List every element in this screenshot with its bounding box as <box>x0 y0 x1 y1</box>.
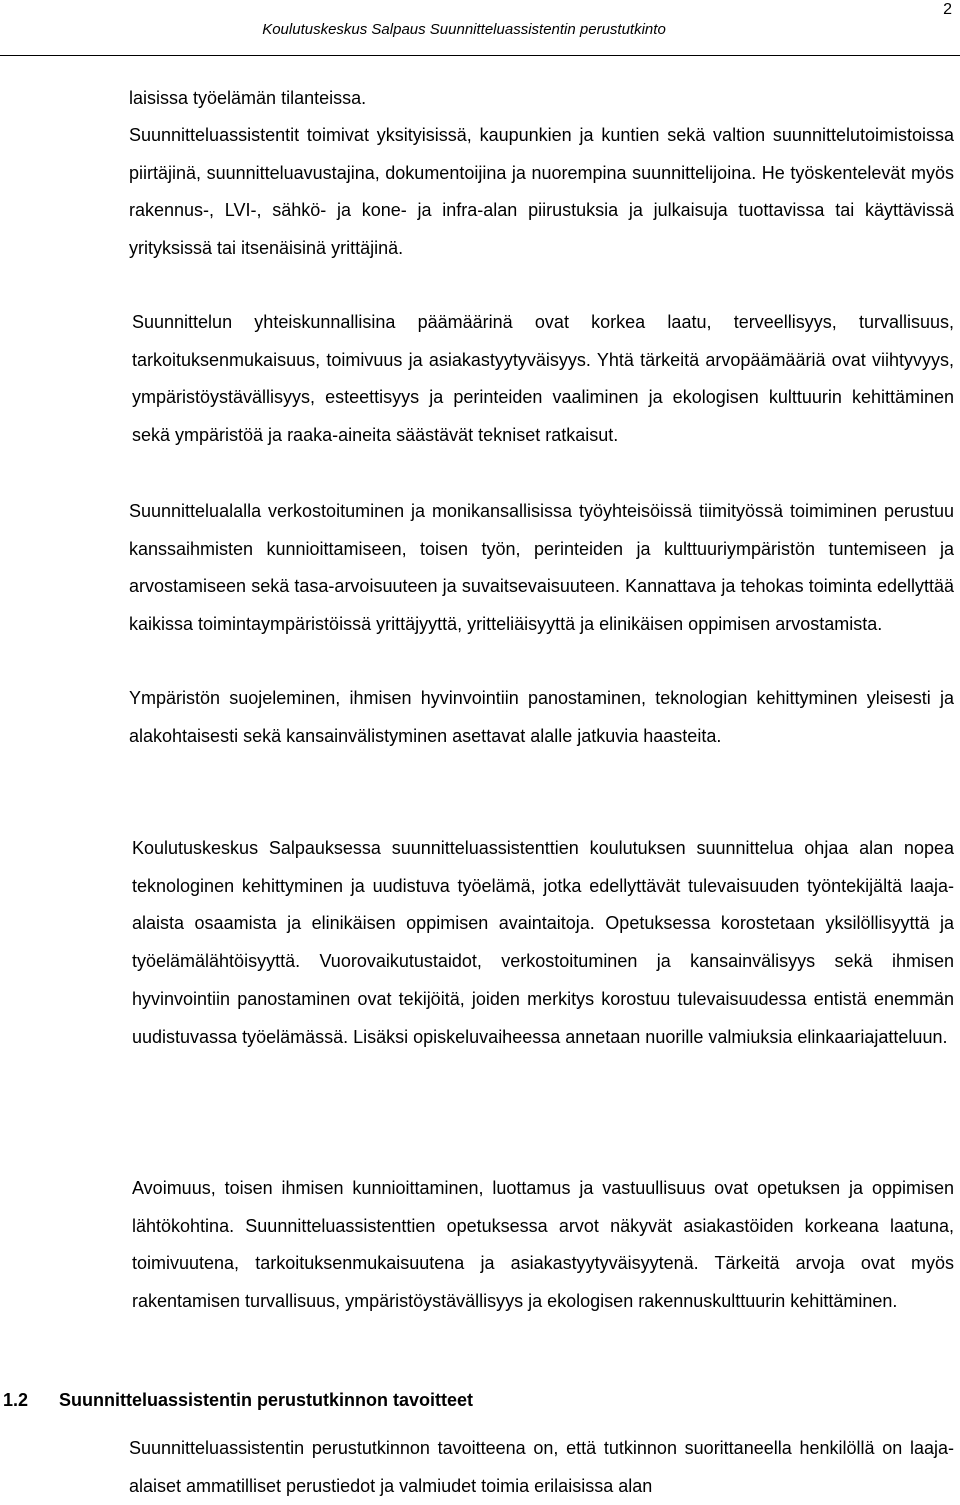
paragraph-environment: Ympäristön suojeleminen, ihmisen hyvinvointiin panostaminen, teknologian kehittyminen yleisesti ja alakohtaisesti sekä kansainvälistyminen asettavat alalle jatkuvia haasteita. <box>129 688 954 746</box>
header-divider <box>0 55 960 56</box>
paragraph-salpaus-training: Koulutuskeskus Salpauksessa suunnitteluassistenttien koulutuksen suunnittelua ohjaa alan nopea teknologinen kehittyminen ja uudistuva työelämä, jotka edellyttävät tulevaisuuden työntekijältä laaja-alaista osaamista ja elinikäisen oppimisen avaintaitoja. Opetuksessa korostetaan yksilöllisyyttä ja työelämälähtöisyyttä. Vuorovaikutustaidot, verkostoituminen ja kansainvälisyys sekä ihmisen hyvinvointiin panostaminen ovat tekijöitä, joiden merkitys korostuu tulevaisuudessa entistä enemmän uudistuvassa työelämässä. Lisäksi opiskeluvaiheessa annetaan nuorille valmiuksia elinkaariajatteluun. <box>132 838 954 1047</box>
page-number: 2 <box>943 1 952 18</box>
paragraph-values: Avoimuus, toisen ihmisen kunnioittaminen, luottamus ja vastuullisuus ovat opetuksen ja oppimisen lähtökohtina. Suunnitteluassistenttien opetuksessa arvot näkyvät asiakastöiden korkeana laatuna, toimivuutena, tarkoituksenmukaisuutena ja asiakastyytyväisyytenä. Tärkeitä arvoja ovat myös rakentamisen turvallisuus, ympäristöystävällisyys ja ekologisen rakennuskulttuurin kehittäminen. <box>132 1178 954 1312</box>
paragraph-societal-goals: Suunnittelun yhteiskunnallisina päämäärinä ovat korkea laatu, terveellisyys, turvallisuus, tarkoituksenmukaisuus, toimivuus ja asiakastyytyväisyys. Yhtä tärkeitä arvopäämääriä ovat viihtyvyys, ympäristöystävällisyys, esteettisyys ja perinteiden vaaliminen ja ekologisen kulttuurin kehittäminen sekä ympäristöä ja raaka-aineita säästävät tekniset ratkaisut. <box>132 312 954 446</box>
paragraph-continuation: laisissa työelämän tilanteissa. <box>129 88 367 108</box>
section-heading <box>3 1384 473 1416</box>
running-header: Koulutuskeskus Salpaus Suunnitteluassistentin perustutkinto <box>262 21 666 38</box>
paragraph-section-goals: Suunnitteluassistentin perustutkinnon tavoitteena on, että tutkinnon suorittaneella henkilöllä on laaja-alaiset ammatilliset perustiedot ja valmiudet toimia erilaisissa alan <box>129 1438 954 1496</box>
paragraph-occupations: Suunnitteluassistentit toimivat yksityisissä, kaupunkien ja kuntien sekä valtion suunnittelutoimistoissa piirtäjinä, suunnitteluavustajina, dokumentoijina ja nuorempina suunnittelijoina. He työskentelevät myös rakennus-, LVI-, sähkö- ja kone- ja infra-alan piirustuksia ja julkaisuja tuottavissa tai käyttävissä yrityksissä tai itsenäisinä yrittäjinä. <box>129 125 954 259</box>
section-title: Suunnitteluassistentin perustutkinnon tavoitteet <box>59 1390 474 1410</box>
paragraph-networking: Suunnittelualalla verkostoituminen ja monikansallisissa työyhteisöissä tiimityössä toimiminen perustuu kanssaihmisten kunnioittamiseen, toisen työn, perinteiden ja kulttuuriympäristön tuntemiseen ja arvostamiseen sekä tasa-arvoisuuteen ja suvaitsevaisuuteen. Kannattava ja tehokas toiminta edellyttää kaikissa toimintaympäristöissä yrittäjyyttä, yritteliäisyyttä ja elinikäisen oppimisen arvostamista. <box>129 501 954 635</box>
section-number: 1.2 <box>3 1390 29 1410</box>
